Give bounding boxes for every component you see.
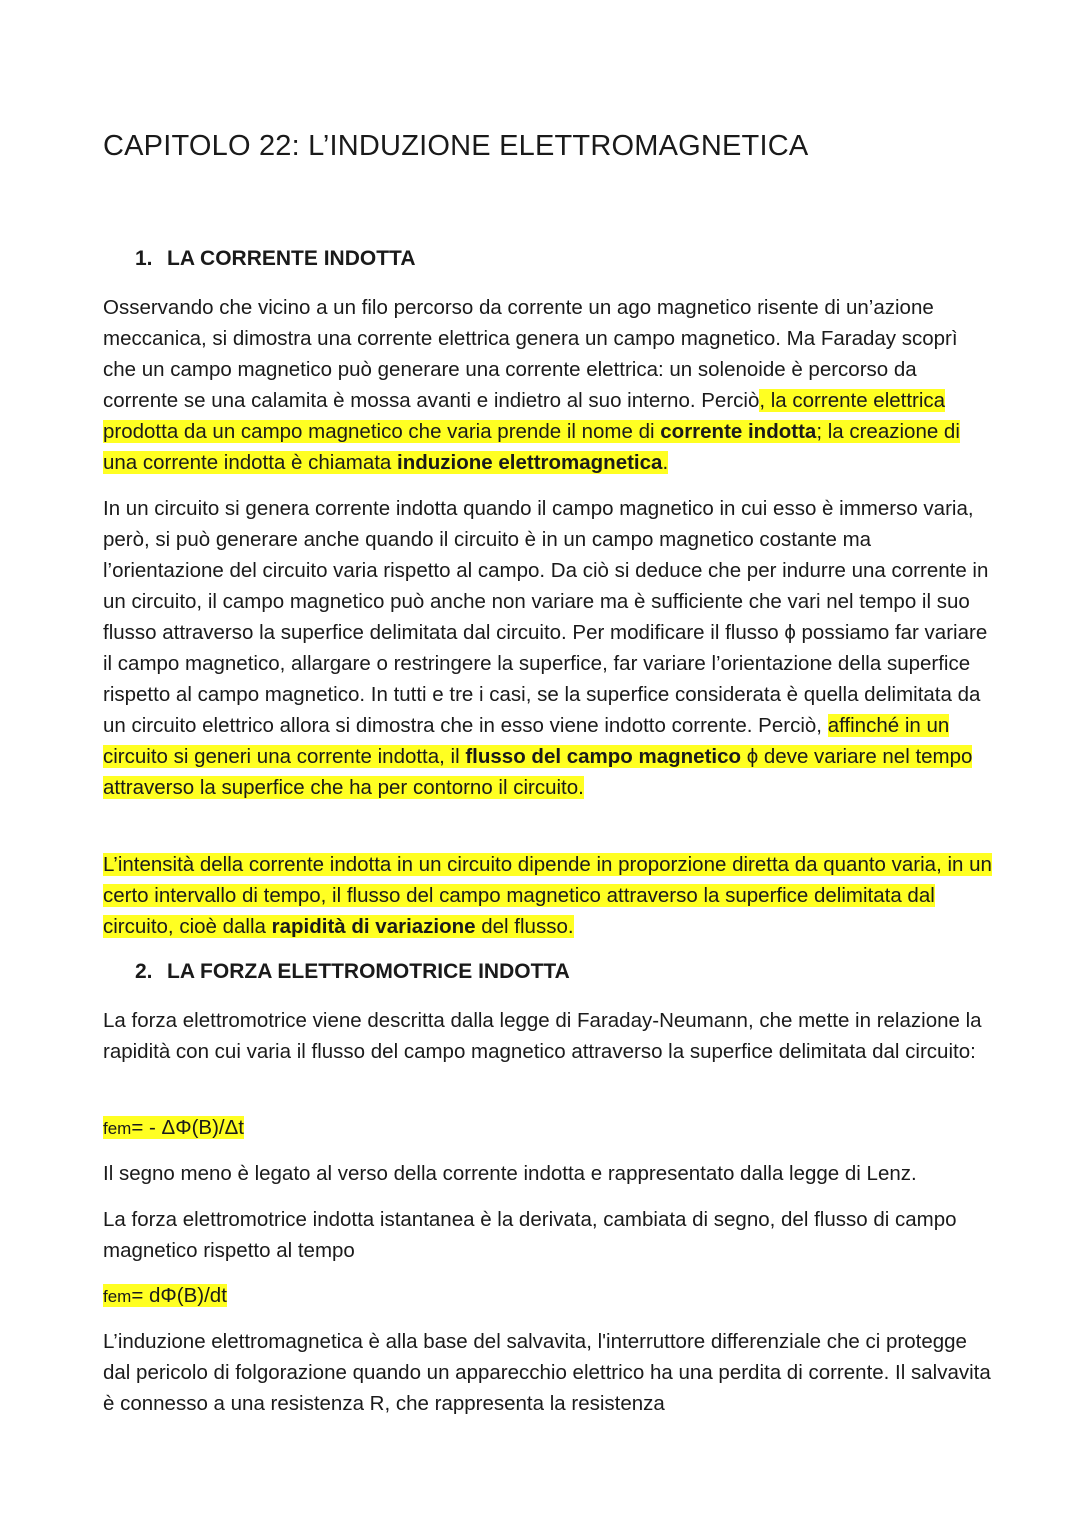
paragraph-3 <box>103 849 993 942</box>
section-number: 2. <box>135 960 153 983</box>
section-number: 1. <box>135 247 153 270</box>
section-title: LA FORZA ELETTROMOTRICE INDOTTA <box>167 960 570 983</box>
formula-fem-average: fem= - ΔΦ(B)/Δt <box>103 1116 244 1139</box>
paragraph-5: Il segno meno è legato al verso della corrente indotta e rappresentato dalla legge di Lenz. <box>103 1162 917 1185</box>
chapter-title: CAPITOLO 22: L’INDUZIONE ELETTROMAGNETICA <box>103 130 809 162</box>
paragraph-2: In un circuito si genera corrente indotta quando il campo magnetico in cui esso è immerso varia, però, si può generare anche quando il circuito è in un campo magnetico costante ma l’orientazione del circuito varia rispetto al campo. Da ciò si deduce che per indurre una corrente in un circuito, il campo magnetico può anche non variare ma è sufficiente che vari nel tempo il suo flusso attraverso la superfice delimitata dal circuito. Per modificare il flusso ϕ possiamo far variare il campo magnetico, allargare o restringere la superfice, far variare l’orientazione della superfice rispetto al campo magnetico. In tutti e tre i casi, se la superfice considerata è quella delimitata da un circuito elettrico allora si dimostra che in esso viene indotto corrente. Perciò, affinché in un circuito si generi una corrente indotta, il flusso del campo magnetico ϕ deve variare nel tempo attraverso la superfice che ha per contorno il circuito. <box>103 497 989 799</box>
section-title: LA CORRENTE INDOTTA <box>167 247 416 270</box>
paragraph-6: La forza elettromotrice indotta istantanea è la derivata, cambiata di segno, del flusso di campo magnetico rispetto al tempo <box>103 1208 957 1262</box>
paragraph-4: La forza elettromotrice viene descritta dalla legge di Faraday-Neumann, che mette in relazione la rapidità con cui varia il flusso del campo magnetico attraverso la superfice delimitata dal circuito: <box>103 1009 982 1063</box>
paragraph-1: Osservando che vicino a un filo percorso da corrente un ago magnetico risente di un’azione meccanica, si dimostra una corrente elettrica genera un campo magnetico. Ma Faraday scoprì che un campo magnetico può generare una corrente elettrica: un solenoide è percorso da corrente se una calamita è mossa avanti e indietro al suo interno. Perciò, la corrente elettrica prodotta da un campo magnetico che varia prende il nome di corrente indotta; la creazione di una corrente indotta è chiamata induzione elettromagnetica. <box>103 296 960 474</box>
paragraph-7: L’induzione elettromagnetica è alla base del salvavita, l'interruttore differenziale che ci protegge dal pericolo di folgorazione quando un apparecchio elettrico ha una perdita di corrente. Il salvavita è connesso a una resistenza R, che rappresenta la resistenza <box>103 1330 991 1415</box>
highlighted-text: L’intensità della corrente indotta in un circuito dipende in proporzione diretta da quanto varia, in un certo intervallo di tempo, il flusso del campo magnetico attraverso la superfice delimitata dal circuito, cioè dalla rapidità di variazione del flusso. <box>103 853 992 938</box>
highlighted-text: , la corrente elettrica prodotta da un campo magnetico che varia prende il nome di corrente indotta; la creazione di una corrente indotta è chiamata induzione elettromagnetica. <box>103 389 960 474</box>
section-heading-2 <box>135 960 570 984</box>
formula-fem-instant: fem= dΦ(B)/dt <box>103 1284 227 1307</box>
section-heading-1 <box>135 247 415 271</box>
highlighted-text: affinché in un circuito si generi una corrente indotta, il flusso del campo magnetico ϕ deve variare nel tempo attraverso la superfice che ha per contorno il circuito. <box>103 714 973 799</box>
